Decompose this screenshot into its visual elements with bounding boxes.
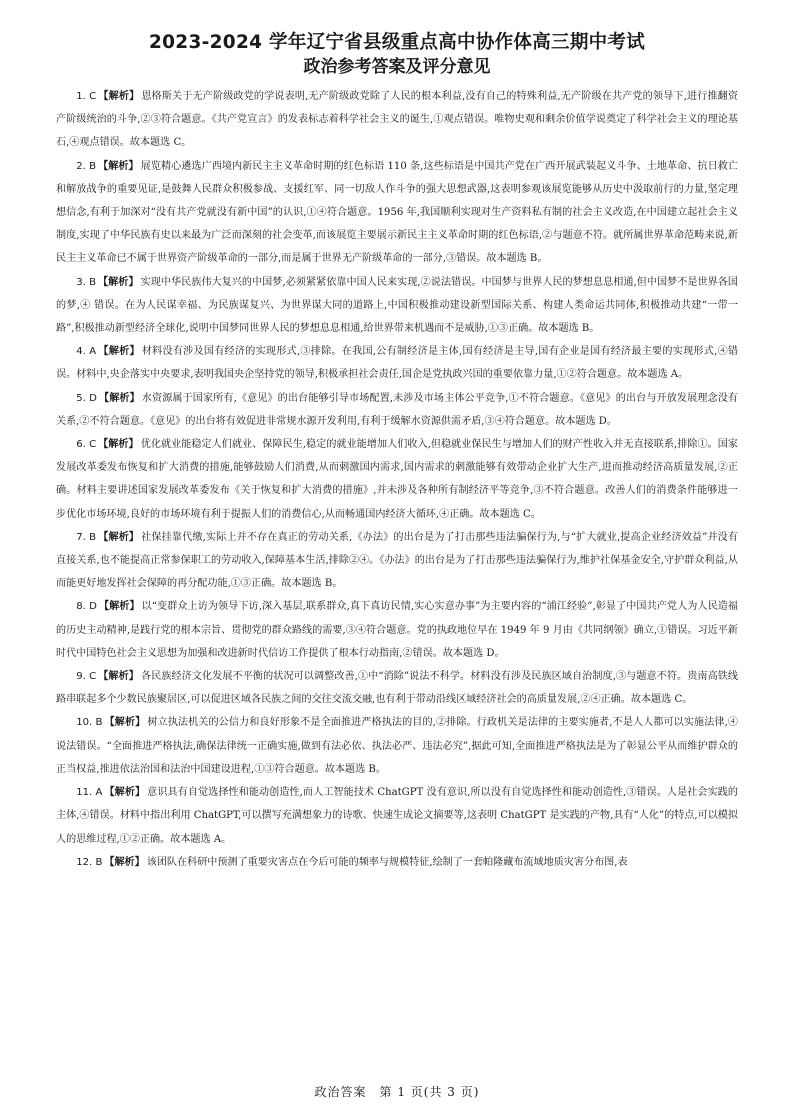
analysis-text: 材料没有涉及国有经济的实现形式,③排除。在我国,公有制经济是主体,国有经济是主导,国有企业是国有经济最主要的实现形式,④错误。材料中,央企落实中央要求,表明我国央企坚持党的领导,积极承担社会责任,国企是党执政兴国的重要依靠力量,①②符合题意。故本题选 A。 <box>56 346 739 381</box>
answer-item-10 <box>56 711 738 781</box>
question-number: 2. B <box>76 160 97 172</box>
answer-item-2 <box>56 155 738 271</box>
analysis-text: 树立执法机关的公信力和良好形象不是全面推进严格执法的目的,②排除。行政机关是法律的主要实施者,不是人人都可以实施法律,④说法错误。“全面推进严格执法,确保法律统一正确实施,做到有法必依、执法必严、违法必究”,据此可知,全面推进严格执法是为了彰显公平从而维护群众的正当权益,推进依法治国和法治中国建设进程,①③符合题意。故本题选 B。 <box>56 717 739 775</box>
question-number: 1. C <box>76 91 97 102</box>
question-number: 10. B <box>76 717 103 729</box>
analysis-tag: 【解析】 <box>104 787 146 799</box>
analysis-tag: 【解析】 <box>98 346 140 358</box>
analysis-tag: 【解析】 <box>98 91 140 102</box>
analysis-text: 社保挂靠代缴,实际上并不存在真正的劳动关系,《办法》的出台是为了打击那些违法骗保行为,与“扩大就业,提高企业经济效益”并没有直接关系,也不能提高正常参保职工的劳动收入,保障基本生活,排除②④。《办法》的出台是为了打击那些违法骗保行为,维护社保基金安全,守护群众利益,从而能更好地发挥社会保障的再分配功能,①③正确。故本题选 B。 <box>56 531 739 590</box>
analysis-text: 优化就业能稳定人们就业、保障民生,稳定的就业能增加人们收入,但稳就业保民生与增加人们的财产性收入并无直接联系,排除①。国家发展改革委发布恢复和扩大消费的措施,能够鼓励人们消费,从而刺激国内需求,国内需求的刺激能够有效带动企业扩大生产,进而推动经济高质量发展,②正确。材料主要讲述国家发展改革委发布《关于恢复和扩大消费的措施》,并未涉及各种所有制经济平等竞争,③不符合题意。改善人们的消费条件能够进一步优化市场环境,良好的市场环境有利于提振人们的消费信心,从而畅通国内经济大循环,④正确。故本题选 C。 <box>56 439 739 520</box>
page-footer: 政治答案 第 1 页(共 3 页) <box>314 1085 480 1099</box>
analysis-tag: 【解析】 <box>98 671 139 683</box>
question-number: 9. C <box>76 671 97 683</box>
question-number: 3. B <box>76 276 96 288</box>
question-number: 4. A <box>76 346 97 358</box>
answer-item-6 <box>56 433 738 526</box>
question-number: 5. D <box>76 392 97 404</box>
answer-item-4 <box>56 340 738 386</box>
answer-list <box>56 85 738 874</box>
analysis-text: 水资源属于国家所有,《意见》的出台能够引导市场配置,未涉及市场主体公平竞争,①不符合题意。《意见》的出台与开放发展理念没有关系,②不符合题意。《意见》的出台将有效促进非常规水源开发利用,有利于缓解水资源供需矛盾,③④符合题意。故本题选 D。 <box>56 392 738 427</box>
analysis-text: 各民族经济文化发展不平衡的状况可以调整改善,①中“消除”说法不科学。材料没有涉及民族区域自治制度,③与题意不符。贵南高铁线路串联起多个少数民族聚居区,可以促进区域各民族之间的交往交流交融,也有利于带动沿线区域经济社会的高质量发展,②④正确。故本题选 C。 <box>56 671 739 706</box>
analysis-text: 意识具有自觉选择性和能动创造性,而人工智能技术 ChatGPT 没有意识,所以没有自觉选择性和能动创造性,③错误。人是社会实践的主体,④错误。材料中指出利用 ChatGPT,可以撰写充满想象力的诗歌、快速生成论文摘要等,这表明 ChatGPT 是实践的产物,具有“人化”的特点,可以模拟人的思维过程,①②正确。故本题选 A。 <box>56 787 738 845</box>
analysis-text: 以“变群众上访为领导下访,深入基层,联系群众,真下真访民情,实心实意办事”为主要内容的“浦江经验”,彰显了中国共产党人为人民造福的历史主动精神,是践行党的根本宗旨、贯彻党的群众路线的需要,③④符合题意。党的执政地位早在 1949 年 9 月由《共同纲领》确立,①错误。习近平新时代中国特色社会主义思想为加强和改进新时代信访工作提供了根本行动指南,②错误。故本题选 D。 <box>56 601 738 659</box>
answer-item-12 <box>56 851 738 874</box>
answer-item-11 <box>56 781 738 851</box>
question-number: 8. D <box>76 601 97 613</box>
analysis-tag: 【解析】 <box>98 160 139 172</box>
answer-item-9 <box>56 665 738 711</box>
question-number: 6. C <box>76 439 97 451</box>
answer-item-7 <box>56 526 738 596</box>
page-title: 2023-2024 学年辽宁省县级重点高中协作体高三期中考试 <box>148 32 646 53</box>
analysis-text: 展览精心遴选广西境内新民主主义革命时期的红色标语 110 条,这些标语是中国共产党在广西开展武装起义斗争、土地革命、抗日救亡和解放战争的重要见证,是鼓舞人民群众积极参战、支援红军、同一切敌人作斗争的强大思想武器,这表明参观该展览能够从历史中汲取前行的力量,坚定理想信念,有利于加深对“没有共产党就没有新中国”的认识,①④符合题意。1956 年,我国顺利实现对生产资料私有制的社会主义改造,在中国建立起社会主义制度,实现了中华民族有史以来最为广泛而深刻的社会变革,而该展览主要展示新民主主义革命时期的红色标语,②与题意不符。就所属世界革命范畴来说,新民主主义革命已不属于世界资产阶级革命的一部分,而是属于世界无产阶级革命的一部分,③错误。故本题选 B。 <box>56 160 739 265</box>
analysis-text: 该团队在科研中预测了重要灾害点在今后可能的频率与规模特征,绘制了一套帕隆藏布流域地质灾害分布图,表 <box>146 856 628 868</box>
page-subtitle: 政治参考答案及评分意见 <box>303 57 491 77</box>
question-number: 7. B <box>76 531 97 543</box>
analysis-tag: 【解析】 <box>98 276 139 288</box>
analysis-text: 实现中华民族伟大复兴的中国梦,必须紧紧依靠中国人民来实现,②说法错误。中国梦与世界人民的梦想息息相通,但中国梦不是世界各国的梦,④ 错误。在为人民谋幸福、为民族谋复兴、为世界谋大同的道路上,中国积极推动建设新型国际关系、构建人类命运共同体,积极推动共建“一带一路”,积极推动新型经济全球化,说明中国梦同世界人民的梦想息息相通,给世界带来机遇而不是威胁,①③正确。故本题选 B。 <box>56 276 739 335</box>
analysis-tag: 【解析】 <box>98 392 140 404</box>
question-number: 11. A <box>76 787 103 799</box>
answer-item-1 <box>56 85 738 155</box>
analysis-tag: 【解析】 <box>104 856 145 868</box>
analysis-tag: 【解析】 <box>98 531 140 543</box>
answer-item-3 <box>56 271 738 341</box>
analysis-tag: 【解析】 <box>98 601 140 613</box>
analysis-tag: 【解析】 <box>104 717 146 729</box>
answer-item-8 <box>56 595 738 665</box>
question-number: 12. B <box>76 856 103 868</box>
analysis-tag: 【解析】 <box>98 439 139 451</box>
analysis-text: 恩格斯关于无产阶级政党的学说表明,无产阶级政党除了人民的根本利益,没有自己的特殊利益,无产阶级在共产党的领导下,进行推翻资产阶级统治的斗争,②③符合题意。《共产党宣言》的发表标志着科学社会主义的诞生,①观点错误。唯物史观和剩余价值学说奠定了科学社会主义的理论基石,④观点错误。故本题选 C。 <box>56 91 738 149</box>
answer-item-5 <box>56 387 738 433</box>
